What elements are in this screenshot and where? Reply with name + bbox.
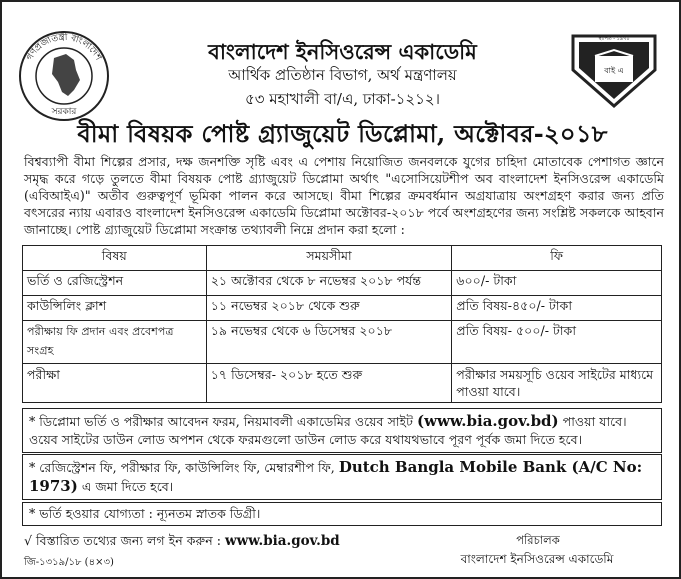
notice-title: বীমা বিষয়ক পোষ্ট গ্র্যাজুয়েট ডিপ্লোমা, অক্টোবর-২০১৮ [77,119,608,148]
schedule-table [22,245,662,403]
header-fee: ফি [452,246,662,271]
table-row [23,271,662,296]
note2-text-a: * রেজিস্ট্রেশন ফি, পরীক্ষার ফি, কাউন্সিলিং ফি, মেম্বারশীপ ফি, [29,460,339,475]
advertisement-reference: জি-১৩১৯/১৮ (৪×৩) [24,557,114,568]
header-timeline: সময়সীমা [206,246,452,271]
cell-fee: প্রতি বিষয়-৪৫০/- টাকা [452,296,662,321]
header-subject: বিষয় [23,246,207,271]
cell-fee: প্রতি বিষয়- ৫০০/- টাকা [452,321,662,364]
cell-timeline: ১১ নভেম্বর ২০১৮ থেকে শুরু [206,296,452,321]
cell-subject: ভর্তি ও রেজিস্ট্রেশন [23,271,207,296]
cell-timeline: ১৭ ডিসেম্বর- ২০১৮ হতে শুরু [206,364,452,403]
cell-subject: পরীক্ষায় ফি প্রদান এবং প্রবেশপত্র সংগ্রহ [23,321,207,364]
signatory-organization: বাংলাদেশ ইনসিওরেন্স একাডেমি [460,552,614,566]
footer-website-link[interactable]: www.bia.gov.bd [224,533,340,549]
note2-bank-account: Dutch Bangla Mobile Bank (A/C No: 1973) [29,458,643,495]
table-row [23,364,662,403]
more-info-line [24,533,340,553]
cell-timeline: ২১ অক্টোবর থেকে ৮ নভেম্বর ২০১৮ পর্যন্ত [206,271,452,296]
note1-text-a: * ডিপ্লোমা ভর্তি ও পরীক্ষার আবেদন ফরম, নিয়মাবলী একাডেমির ওয়েব সাইট [29,414,417,429]
seal-text-top: গণপ্রজাতন্ত্রী বাংলাদেশ [25,32,103,63]
table-header-row [23,246,662,271]
cell-fee: ৬০০/- টাকা [452,271,662,296]
table-row [23,321,662,364]
note1-website-link[interactable]: (www.bia.gov.bd) [416,412,559,430]
academy-monogram: বাই এ [604,66,624,75]
academy-established: স্থাপিত - ১৯৭০ [598,36,630,42]
note-application [22,408,662,453]
seal-text-bottom: সরকার [51,107,77,117]
signatory-title: পরিচালক [516,533,560,547]
cell-subject: পরীক্ষা [23,364,207,403]
cell-timeline: ১৯ নভেম্বর থেকে ৬ ডিসেম্বর ২০১৮ [206,321,452,364]
note-eligibility: * ভর্তি হওয়ার যোগ্যতা : ন্যূনতম স্নাতক ডিগ্রী। [22,502,662,526]
intro-paragraph: বিশ্বব্যাপী বীমা শিল্পের প্রসার, দক্ষ জনশক্তি সৃষ্টি এবং এ পেশায় নিয়োজিত জনবলকে যুগের চাহিদা মোতাবেক পেশাগত জ্ঞানে সমৃদ্ধ করে গড়ে তুলতে বীমা বিষয়ক পোষ্ট গ্র্যাজুয়েট ডিপ্লোমা অর্থাৎ "এসোসিয়েটশীপ অব বাংলাদেশ ইনসিওরেন্স একাডেমি (এবিআইএ)" অতীব গুরুত্বপূর্ণ ভূমিকা পালন করে আসছে। বীমা শিল্পের ক্রমবর্ধমান অগ্রযাত্রায় অংশগ্রহণ করার জন্য প্রতি বৎসরের ন্যায় এবারও বাংলাদেশ ইনসিওরেন্স একাডেমি ডিপ্লোমা অক্টোবর-২০১৮ পর্বে অংশগ্রহণের জন্য সংশ্লিষ্ট সকলকে আহবান জানাচ্ছে। পোষ্ট গ্র্যাজুয়েট ডিপ্লোমা সংক্রান্ত তথ্যাবলী নিম্নে প্রদান করা হলো : [24,154,664,237]
cell-fee: পরীক্ষার সময়সূচি ওয়েব সাইটের মাধ্যমে পাওয়া যাবে। [452,364,662,403]
table-row [23,296,662,321]
division-name: আর্থিক প্রতিষ্ঠান বিভাগ, অর্থ মন্ত্রণালয় [228,66,457,84]
note-fee-payment [22,454,662,500]
cell-subject: কাউন্সিলিং ক্লাশ [23,296,207,321]
more-info-label: √ বিস্তারিত তথ্যের জন্য লগ ইন করুন : [24,533,225,548]
address: ৫৩ মহাখালী বা/এ, ঢাকা-১২১২। [244,90,441,108]
organization-name: বাংলাদেশ ইনসিওরেন্স একাডেমি [208,39,477,64]
note2-text-b: এ জমা দিতে হবে। [77,479,174,494]
note1-text-b: পাওয়া যাবে। ওয়েব সাইটের ডাউন লোড অপশন থেকে ফরমগুলো ডাউন লোড করে যথাযথভাবে পূরণ পূর্বক জমা দিতে হবে। [29,414,627,447]
